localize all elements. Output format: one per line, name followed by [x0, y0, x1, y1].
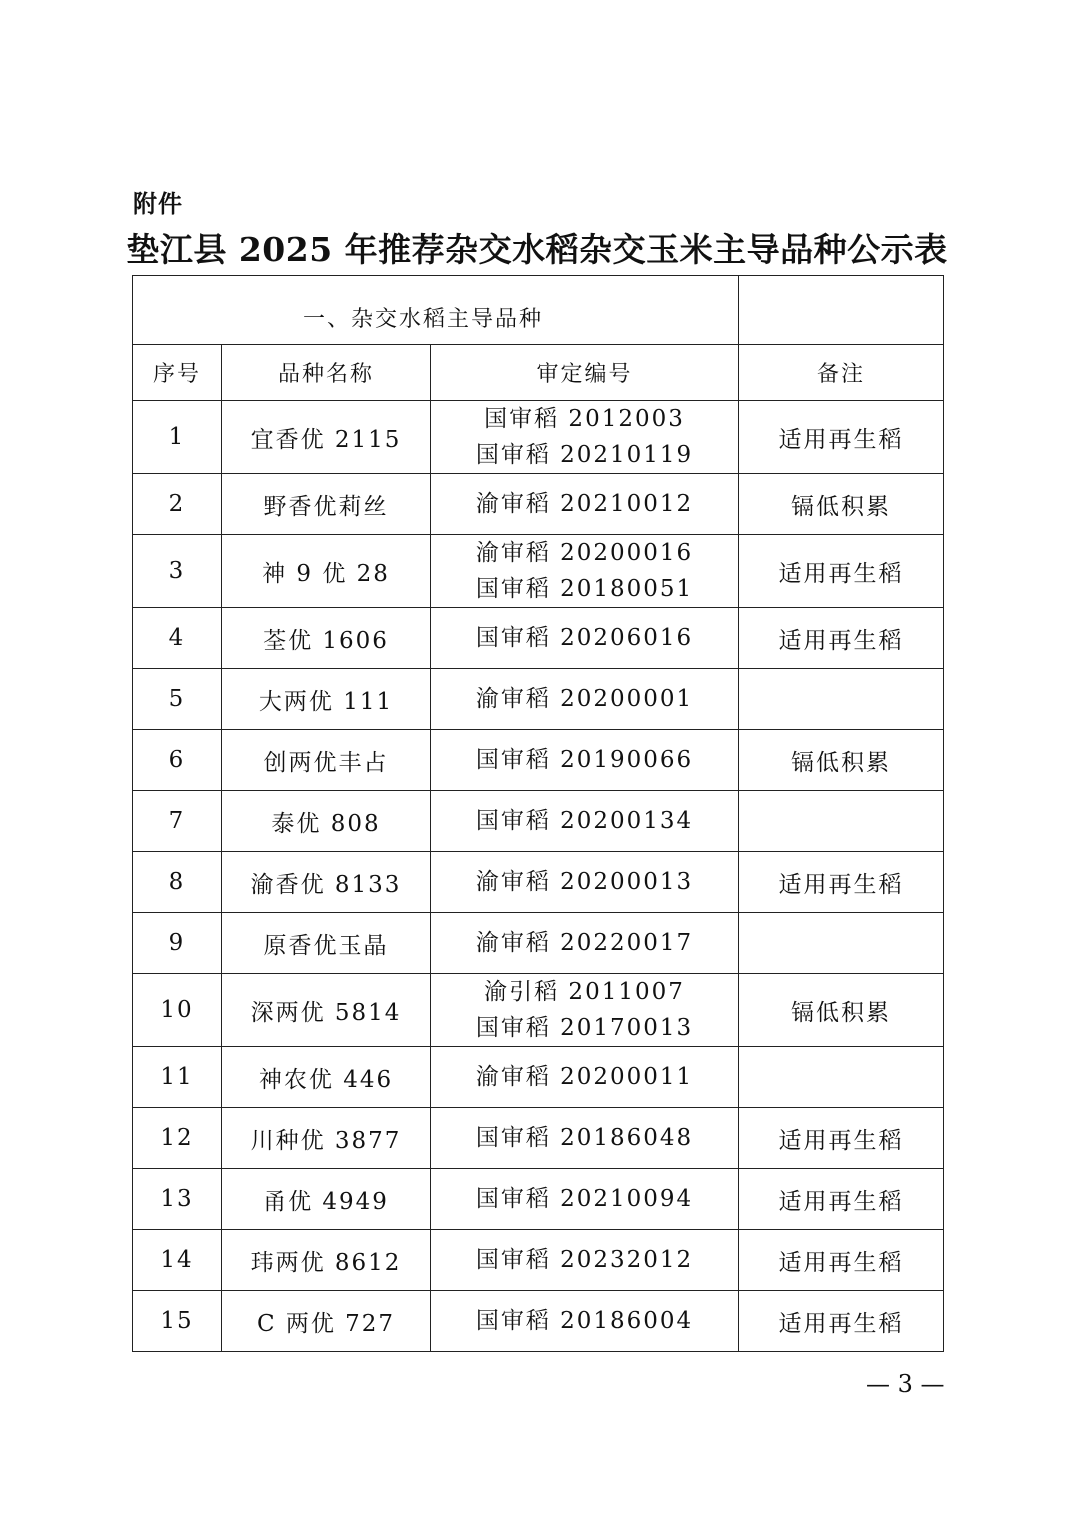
approval-code-line: 国审稻 20232012	[475, 1247, 694, 1273]
cell-number: 2	[133, 474, 222, 535]
cell-number: 15	[133, 1291, 222, 1352]
table-row	[133, 669, 944, 730]
table-row	[133, 730, 944, 791]
cell-number: 7	[133, 791, 222, 852]
approval-code-line: 国审稻 20190066	[475, 747, 694, 773]
cell-variety-name: 宜香优 2115	[222, 401, 431, 474]
section-row	[133, 276, 944, 345]
cell-number: 9	[133, 913, 222, 974]
cell-variety-name: 川种优 3877	[222, 1108, 431, 1169]
cell-variety-name: 神 9 优 28	[222, 535, 431, 608]
cell-approval-code	[431, 852, 739, 913]
table-row	[133, 913, 944, 974]
cell-approval-code	[431, 974, 739, 1047]
cell-variety-name: 原香优玉晶	[222, 913, 431, 974]
table-row	[133, 974, 944, 1047]
approval-code-line: 渝审稻 20200013	[475, 869, 694, 895]
table-row	[133, 852, 944, 913]
page-number: — 3 —	[866, 1370, 945, 1398]
cell-remarks	[739, 1047, 944, 1108]
cell-number: 5	[133, 669, 222, 730]
cell-number: 10	[133, 974, 222, 1047]
cell-approval-code	[431, 401, 739, 474]
cell-remarks	[739, 791, 944, 852]
cell-variety-name: 玮两优 8612	[222, 1230, 431, 1291]
approval-code-line: 渝审稻 20200001	[475, 686, 694, 712]
cell-variety-name: 创两优丰占	[222, 730, 431, 791]
cell-variety-name: 野香优莉丝	[222, 474, 431, 535]
cell-number: 1	[133, 401, 222, 474]
table-row	[133, 401, 944, 474]
cell-remarks: 适用再生稻	[739, 535, 944, 608]
table-row	[133, 1108, 944, 1169]
cell-variety-name: 渝香优 8133	[222, 852, 431, 913]
table-row	[133, 474, 944, 535]
cell-number: 14	[133, 1230, 222, 1291]
cell-approval-code	[431, 1047, 739, 1108]
cell-remarks: 适用再生稻	[739, 852, 944, 913]
cell-variety-name: 荃优 1606	[222, 608, 431, 669]
cell-approval-code	[431, 669, 739, 730]
cell-remarks: 镉低积累	[739, 974, 944, 1047]
cell-approval-code	[431, 1169, 739, 1230]
approval-code-line: 国审稻 20186004	[475, 1308, 694, 1334]
document-title: 垫江县 2025 年推荐杂交水稻杂交玉米主导品种公示表	[126, 230, 948, 269]
cell-approval-code	[431, 1291, 739, 1352]
approval-code-line: 国审稻 2012003	[484, 406, 685, 432]
cell-remarks: 适用再生稻	[739, 1169, 944, 1230]
table-row	[133, 1230, 944, 1291]
table-row	[133, 1047, 944, 1108]
table-row	[133, 1291, 944, 1352]
cell-approval-code	[431, 791, 739, 852]
cell-remarks: 适用再生稻	[739, 608, 944, 669]
cell-approval-code	[431, 474, 739, 535]
approval-code-line: 渝审稻 20200011	[475, 1064, 694, 1090]
cell-approval-code	[431, 913, 739, 974]
cell-number: 6	[133, 730, 222, 791]
cell-approval-code	[431, 608, 739, 669]
attachment-label: 附件	[133, 190, 183, 218]
cell-remarks: 镉低积累	[739, 474, 944, 535]
cell-remarks: 适用再生稻	[739, 401, 944, 474]
cell-number: 8	[133, 852, 222, 913]
cell-variety-name: 大两优 111	[222, 669, 431, 730]
table-row	[133, 1169, 944, 1230]
section-row-empty-cell	[739, 276, 944, 345]
cell-approval-code	[431, 1230, 739, 1291]
cell-number: 13	[133, 1169, 222, 1230]
cell-approval-code	[431, 730, 739, 791]
table-row	[133, 791, 944, 852]
approval-code-line: 国审稻 20200134	[475, 808, 694, 834]
column-header-variety-name: 品种名称	[222, 345, 431, 401]
column-header-approval-code: 审定编号	[431, 345, 739, 401]
cell-variety-name: 神农优 446	[222, 1047, 431, 1108]
cell-remarks: 镉低积累	[739, 730, 944, 791]
cell-remarks: 适用再生稻	[739, 1230, 944, 1291]
cell-remarks: 适用再生稻	[739, 1108, 944, 1169]
cell-remarks	[739, 913, 944, 974]
cell-number: 4	[133, 608, 222, 669]
cell-number: 3	[133, 535, 222, 608]
approval-code-line: 国审稻 20186048	[475, 1125, 694, 1151]
cell-remarks	[739, 669, 944, 730]
cell-variety-name: C 两优 727	[222, 1291, 431, 1352]
approval-code-line: 国审稻 20206016	[475, 625, 694, 651]
approval-code-line: 渝审稻 20210012	[475, 491, 694, 517]
cell-variety-name: 深两优 5814	[222, 974, 431, 1047]
variety-table	[132, 275, 944, 1352]
cell-remarks: 适用再生稻	[739, 1291, 944, 1352]
approval-code-line: 渝审稻 20200016	[475, 540, 694, 566]
cell-approval-code	[431, 1108, 739, 1169]
table-header-row	[133, 345, 944, 401]
approval-code-line: 国审稻 20170013	[475, 1015, 694, 1041]
cell-number: 11	[133, 1047, 222, 1108]
table-row	[133, 608, 944, 669]
cell-number: 12	[133, 1108, 222, 1169]
cell-variety-name: 甬优 4949	[222, 1169, 431, 1230]
approval-code-line: 国审稻 20210119	[475, 442, 694, 468]
approval-code-line: 国审稻 20210094	[475, 1186, 694, 1212]
column-header-remarks: 备注	[739, 345, 944, 401]
column-header-number: 序号	[133, 345, 222, 401]
cell-variety-name: 泰优 808	[222, 791, 431, 852]
section-title: 一、杂交水稻主导品种	[133, 276, 739, 345]
cell-approval-code	[431, 535, 739, 608]
table-row	[133, 535, 944, 608]
approval-code-line: 国审稻 20180051	[475, 576, 694, 602]
approval-code-line: 渝审稻 20220017	[475, 930, 694, 956]
approval-code-line: 渝引稻 2011007	[484, 979, 685, 1005]
